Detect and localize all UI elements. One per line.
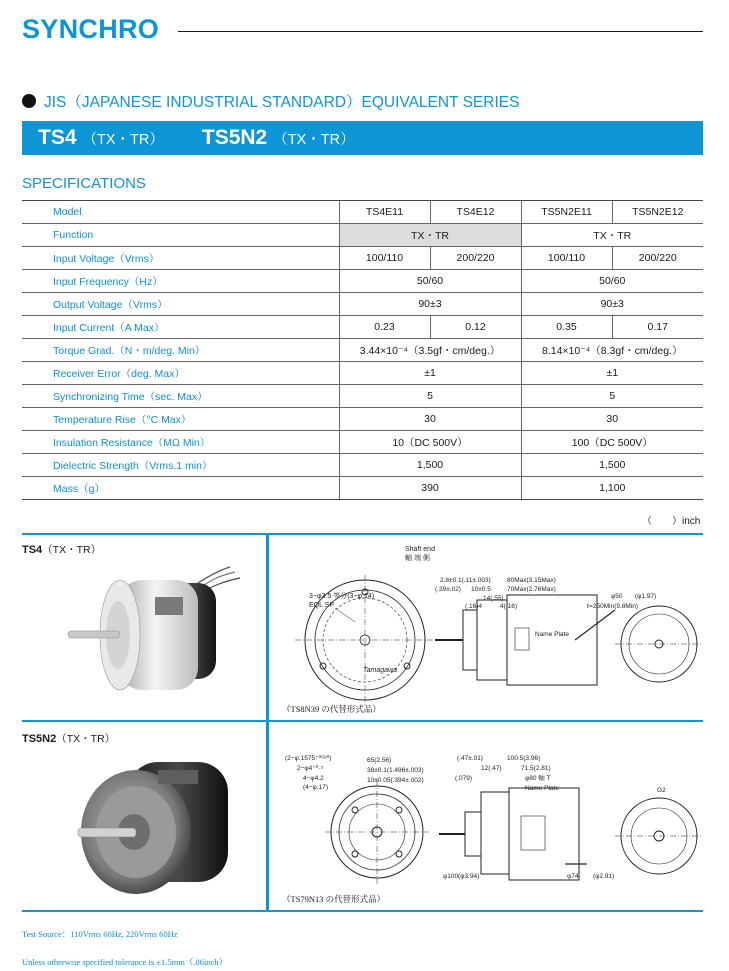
ts4-dimension-drawing xyxy=(275,540,705,718)
row-label: Mass（g） xyxy=(22,477,339,500)
bullet-icon xyxy=(22,94,36,108)
product-name: TS4 xyxy=(22,544,43,556)
table-cell: 8.14×10⁻⁴（8.3gf・cm/deg.） xyxy=(521,339,703,362)
panel-top-rule xyxy=(22,533,703,535)
model-banner xyxy=(22,121,703,155)
ts5n2-photo xyxy=(48,752,248,902)
table-cell: 30 xyxy=(339,408,521,431)
table-cell: 5 xyxy=(339,385,521,408)
drawing-label: (φ1.97) xyxy=(635,593,657,600)
table-cell: 390 xyxy=(339,477,521,500)
banner-sub-1: （TX・TR） xyxy=(82,131,164,148)
table-cell: 1,100 xyxy=(521,477,703,500)
drawing-label: (.39±.02) xyxy=(435,586,461,593)
banner-sub-2: （TX・TR） xyxy=(273,131,355,148)
drawing-label: (.16)4 xyxy=(465,603,482,610)
drawing-label: (2−φ.1575⁺⁰ᴼ²⁰) xyxy=(285,755,332,762)
footer-tolerance: Unless otherwise specified tolerance is ±1.5mm（.06inch） xyxy=(22,957,228,967)
table-cell: 100（DC 500V） xyxy=(521,431,703,454)
table-row xyxy=(22,224,703,247)
drawing-label: 12(.47) xyxy=(481,765,502,772)
row-label: Receiver Error（deg. Max） xyxy=(22,362,339,385)
drawing-label: 軸 端 側 xyxy=(405,555,430,562)
drawing-label: 38±0.1(1.496±.003) xyxy=(367,767,424,774)
drawing-label: 4(.16) xyxy=(500,603,517,610)
table-cell: 30 xyxy=(521,408,703,431)
banner-model-1: TS4 xyxy=(38,126,77,149)
drawing-label: 100.5(3.96) xyxy=(507,755,541,762)
drawing-label: 2.8±0.1(.11±.003) xyxy=(440,577,491,584)
drawing-label: 10±0.5 xyxy=(471,586,491,593)
row-label: Temperature Rise（°C Max） xyxy=(22,408,339,431)
drawing-label: φ100(φ3.94) xyxy=(443,873,480,880)
drawing-label: Name Plate xyxy=(525,785,559,792)
row-label: Function xyxy=(22,224,339,247)
table-row xyxy=(22,316,703,339)
product-title-ts5n2 xyxy=(22,731,115,746)
row-label: Input Frequency（Hz） xyxy=(22,270,339,293)
product-title-ts4 xyxy=(22,542,101,557)
table-cell: 50/60 xyxy=(339,270,521,293)
banner-model-2: TS5N2 xyxy=(201,126,268,149)
table-cell: 3.44×10⁻⁴（3.5gf・cm/deg.） xyxy=(339,339,521,362)
table-row xyxy=(22,270,703,293)
drawing-label: 80Max(3.15Max) xyxy=(507,577,556,584)
ts4-photo xyxy=(60,565,250,710)
footer-test-source: Test Source：110Vrms 60Hz, 220Vrms 60Hz xyxy=(22,929,178,939)
table-row xyxy=(22,431,703,454)
table-row xyxy=(22,385,703,408)
drawing-label: 71.5(2.81) xyxy=(521,765,551,772)
table-cell: TS4E12 xyxy=(430,201,521,224)
row-label: Output Voltage（Vrms） xyxy=(22,293,339,316)
drawing-label: 70Max(2.76Max) xyxy=(507,586,556,593)
row-label: Dielectric Strength（Vrms.1 min） xyxy=(22,454,339,477)
drawing-label: (φ2.91) xyxy=(593,873,615,880)
drawing-label: φ74 xyxy=(567,873,579,880)
table-cell: 200/220 xyxy=(430,247,521,270)
table-cell: TS5N2E12 xyxy=(612,201,703,224)
panel-middle-rule xyxy=(22,720,703,722)
specifications-table xyxy=(22,200,703,500)
table-row xyxy=(22,201,703,224)
table-cell: 1,500 xyxy=(339,454,521,477)
table-row xyxy=(22,247,703,270)
drawing-label: 2−φ4⁺⁰·⁵ xyxy=(297,765,324,772)
drawing-label: φ50 xyxy=(611,593,623,600)
table-cell: TS5N2E11 xyxy=(521,201,612,224)
unit-note: （ ）inch xyxy=(642,516,701,527)
series-heading xyxy=(22,90,519,112)
header-rule xyxy=(178,31,703,32)
drawing-label: 65(2.56) xyxy=(367,757,392,764)
panel-bottom-rule xyxy=(22,910,703,912)
table-cell: TX・TR xyxy=(521,224,703,247)
drawing-label: (.47±.01) xyxy=(457,755,483,762)
table-cell: 0.17 xyxy=(612,316,703,339)
table-cell: ±1 xyxy=(339,362,521,385)
product-sub: （TX・TR） xyxy=(56,733,116,745)
drawing-brand: Tamagawa xyxy=(363,667,397,674)
table-cell: 5 xyxy=(521,385,703,408)
table-cell: 200/220 xyxy=(612,247,703,270)
drawing-label: Name Plate xyxy=(535,631,569,638)
table-row xyxy=(22,477,703,500)
table-cell: 50/60 xyxy=(521,270,703,293)
drawing-label: EQL SP xyxy=(309,602,335,609)
table-cell: 0.12 xyxy=(430,316,521,339)
ts4-caption: （TS8N39 の代替形式品） xyxy=(282,704,381,714)
row-label: Input Voltage（Vrms） xyxy=(22,247,339,270)
table-row xyxy=(22,339,703,362)
ts5n2-caption: （TS79N13 の代替形式品） xyxy=(282,894,386,904)
panel-divider xyxy=(266,535,269,910)
table-row xyxy=(22,362,703,385)
table-cell: 0.23 xyxy=(339,316,430,339)
table-cell: TX・TR xyxy=(339,224,521,247)
table-cell: 10（DC 500V） xyxy=(339,431,521,454)
table-cell: 90±3 xyxy=(339,293,521,316)
drawing-label: ℓ=250Min(9.8Min) xyxy=(587,603,639,610)
row-label: Insulation Resistance（MΩ Min） xyxy=(22,431,339,454)
drawing-label: (.079) xyxy=(455,775,472,782)
table-cell: 90±3 xyxy=(521,293,703,316)
series-text: JIS（JAPANESE INDUSTRIAL STANDARD）EQUIVALENT SERIES xyxy=(44,94,520,111)
table-row xyxy=(22,408,703,431)
drawing-label: Shaft end xyxy=(405,546,435,553)
row-label: Model xyxy=(22,201,339,224)
row-label: Input Current（A Max） xyxy=(22,316,339,339)
drawing-label: G2 xyxy=(657,787,666,794)
table-cell: 1,500 xyxy=(521,454,703,477)
table-cell: ±1 xyxy=(521,362,703,385)
table-row xyxy=(22,293,703,316)
table-cell: 100/110 xyxy=(521,247,612,270)
table-cell: TS4E11 xyxy=(339,201,430,224)
table-row xyxy=(22,454,703,477)
drawing-label: (4−φ.17) xyxy=(303,784,328,791)
table-cell: 0.35 xyxy=(521,316,612,339)
product-sub: （TX・TR） xyxy=(42,544,102,556)
row-label: Synchronizing Time（sec. Max） xyxy=(22,385,339,408)
brand-title: SYNCHRO xyxy=(22,14,160,44)
drawing-label: 14(.55) xyxy=(483,595,504,602)
table-cell: 100/110 xyxy=(339,247,430,270)
drawing-label: φ80 軸 T xyxy=(525,775,551,782)
row-label: Torque Grad.（N・m/deg. Min） xyxy=(22,339,339,362)
specifications-heading: SPECIFICATIONS xyxy=(22,175,146,192)
product-name: TS5N2 xyxy=(22,733,57,745)
drawing-label: 10±0.05(.394±.002) xyxy=(367,777,424,784)
drawing-label: 3−φ3.5 等分(3−φ.14) xyxy=(309,593,375,600)
ts5n2-dimension-drawing xyxy=(275,752,705,892)
drawing-label: 4−φ4.2 xyxy=(303,775,324,782)
